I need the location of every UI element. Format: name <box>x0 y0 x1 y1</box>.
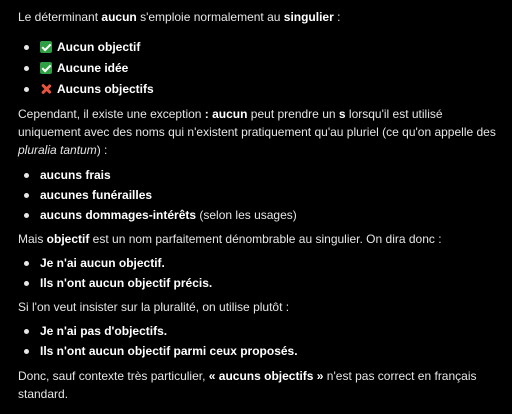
exception-text: Cependant, il existe une exception <box>18 107 205 121</box>
singular-example-text: Ils n'ont aucun objectif précis. <box>40 276 213 290</box>
singular-example-text: Je n'ai aucun objectif. <box>40 256 165 270</box>
intro-paragraph <box>18 8 502 26</box>
conclusion-bold: « aucuns objectifs » <box>208 369 324 383</box>
plural-insist-paragraph <box>18 298 502 316</box>
plural-noun-text: aucuns frais <box>40 168 111 182</box>
check-icon <box>40 62 52 74</box>
example-text: Aucuns objectifs <box>57 82 154 96</box>
list-item <box>18 186 502 204</box>
check-icon <box>40 41 52 53</box>
plural-examples-list <box>18 322 502 360</box>
intro-text: s'emploie normalement au <box>136 10 284 24</box>
intro-text: : <box>333 10 341 24</box>
list-item <box>18 342 502 360</box>
objectif-bold: objectif <box>46 232 90 246</box>
singular-examples-list <box>18 254 502 292</box>
list-item <box>18 80 502 98</box>
exception-bold-aucun: : aucun <box>204 107 248 121</box>
exception-text: ) : <box>96 143 108 157</box>
plural-noun-text: aucuns dommages-intérêts <box>40 208 197 222</box>
list-item <box>18 274 502 292</box>
example-text: Aucune idée <box>57 61 129 75</box>
plural-noun-text: aucunes funérailles <box>40 188 153 202</box>
example-text: Aucun objectif <box>57 40 141 54</box>
intro-bold-aucun: aucun <box>101 10 137 24</box>
intro-text: Le déterminant <box>18 10 102 24</box>
list-item <box>18 322 502 340</box>
plural-example-text: Ils n'ont aucun objectif parmi ceux proposés. <box>40 344 298 358</box>
objectif-paragraph <box>18 230 502 248</box>
plural-insist-text: Si l'on veut insister sur la pluralité, on utilise plutôt : <box>18 300 290 314</box>
exception-bold-s: s <box>338 107 346 121</box>
exception-text: peut prendre un <box>247 107 339 121</box>
objectif-text: est un nom parfaitement dénombrable au singulier. On dira donc : <box>89 232 442 246</box>
exception-text: lorsqu'il est utilisé uniquement avec des noms qui n'existent pratiquement qu'au pluriel (ce qu'on appelle des <box>18 107 496 139</box>
exception-paragraph <box>18 105 502 159</box>
conclusion-text: n'est pas correct en français standard. <box>18 369 477 401</box>
conclusion-text: Donc, sauf contexte très particulier, <box>18 369 209 383</box>
cross-icon <box>40 83 52 95</box>
examples-list <box>18 38 502 98</box>
objectif-text: Mais <box>18 232 47 246</box>
plural-nouns-list <box>18 166 502 224</box>
plural-example-text: Je n'ai pas d'objectifs. <box>40 324 168 338</box>
list-item <box>18 254 502 272</box>
list-item <box>18 38 502 56</box>
list-item <box>18 166 502 184</box>
list-item <box>18 206 502 224</box>
list-item <box>18 59 502 77</box>
exception-italic-term: pluralia tantum <box>18 143 97 157</box>
conclusion-paragraph <box>18 367 502 403</box>
plural-noun-note: (selon les usages) <box>196 208 297 222</box>
intro-bold-singulier: singulier <box>283 10 334 24</box>
